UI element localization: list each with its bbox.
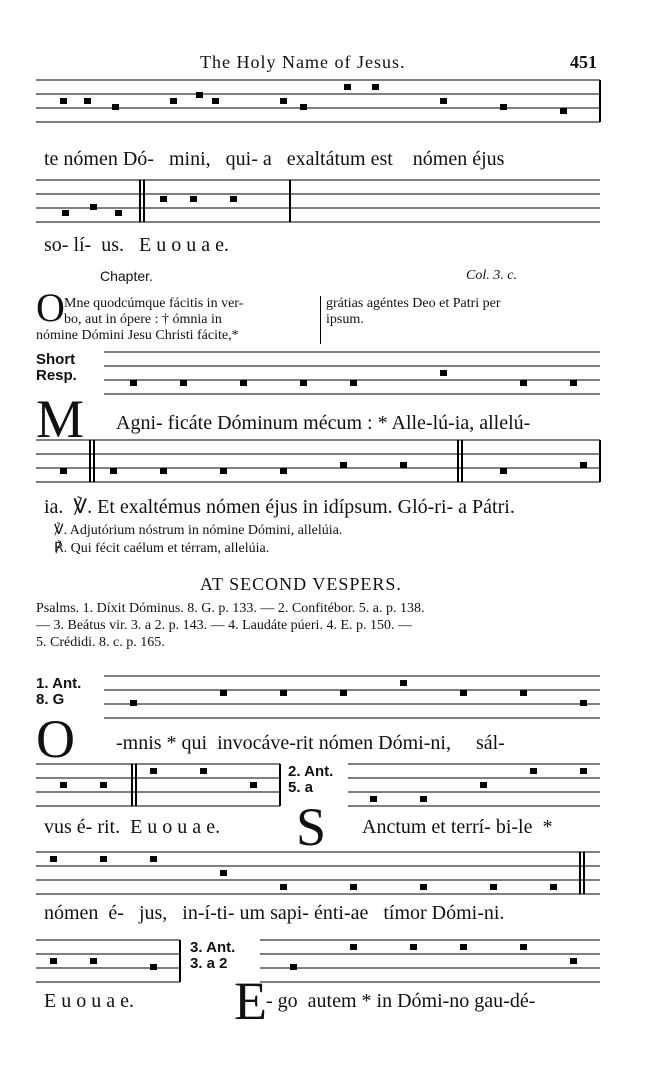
antiphon3-lyric-1: E u o u a e. (44, 990, 134, 1012)
antiphon1-label: 1. Ant. 8. G (36, 675, 82, 708)
antiphon2-label: 2. Ant. 5. a (288, 763, 334, 796)
antiphon2-lyric-1: Anctum et terrí- bi-le * (362, 816, 553, 838)
psalms-line-1: Psalms. 1. Díxit Dóminus. 8. G. p. 133. — 2. Confitébor. 5. a. p. 138. (36, 601, 425, 616)
column-divider (320, 296, 321, 344)
responsory-initial: M (36, 389, 85, 449)
chapter-reference: Col. 3. c. (466, 268, 517, 283)
chapter-right-line-2: ipsum. (326, 312, 364, 327)
header-title: The Holy Name of Jesus. (200, 52, 406, 72)
chapter-left-line-1: Mne quodcúmque fácitis in ver- (64, 296, 244, 311)
antiphon2-lyric-2: nómen é- jus, in-í-ti- um sapi- énti-ae tímor Dómi-ni. (44, 902, 505, 924)
antiphon1-initial: O (36, 709, 75, 769)
psalms-line-2: — 3. Beátus vir. 3. a 2. p. 143. — 4. Laudáte púeri. 4. E. p. 150. — (36, 618, 412, 633)
responsory-label: Short Resp. (36, 351, 77, 384)
chapter-heading: Chapter. (100, 268, 153, 284)
antiphon3-label: 3. Ant. 3. a 2 (190, 939, 236, 972)
responsory-response: ℟. Qui fécit caélum et térram, allelúia. (54, 541, 270, 556)
chapter-left-line-2: bo, aut in ópere : † ómnia in (64, 312, 222, 327)
psalms-line-3: 5. Crédidi. 8. c. p. 165. (36, 635, 165, 650)
antiphon1-lyric-2: vus é- rit. E u o u a e. (44, 816, 221, 838)
chapter-left-line-3: nómine Dómini Jesu Christi fácite,* (36, 328, 239, 343)
antiphon3-initial: E (234, 971, 267, 1031)
system1-lyric: te nómen Dó- mini, qui- a exaltátum est nómen éjus (44, 148, 505, 170)
chapter-initial: O (36, 285, 65, 330)
chapter-right-line-1: grátias agéntes Deo et Patri per (326, 296, 501, 311)
system2-lyric: so- lí- us. E u o u a e. (44, 234, 229, 256)
page-number: 451 (570, 52, 597, 72)
antiphon2-initial: S (296, 797, 327, 857)
vespers-title: AT SECOND VESPERS. (200, 574, 402, 594)
antiphon3-lyric-2: - go autem * in Dómi-no gau-dé- (266, 990, 536, 1012)
responsory-versicle: ℣. Adjutórium nóstrum in nómine Dómini, allelúia. (54, 523, 343, 538)
antiphon1-lyric-1: -mnis * qui invocáve-rit nómen Dómi-ni, sál- (116, 732, 505, 754)
responsory-lyric-2: ia. ℣. Et exaltémus nómen éjus in idípsum. Gló-ri- a Pátri. (44, 496, 515, 518)
responsory-lyric-1: Agni- ficáte Dóminum mécum : * Alle-lú-ia, allelú- (116, 412, 531, 434)
